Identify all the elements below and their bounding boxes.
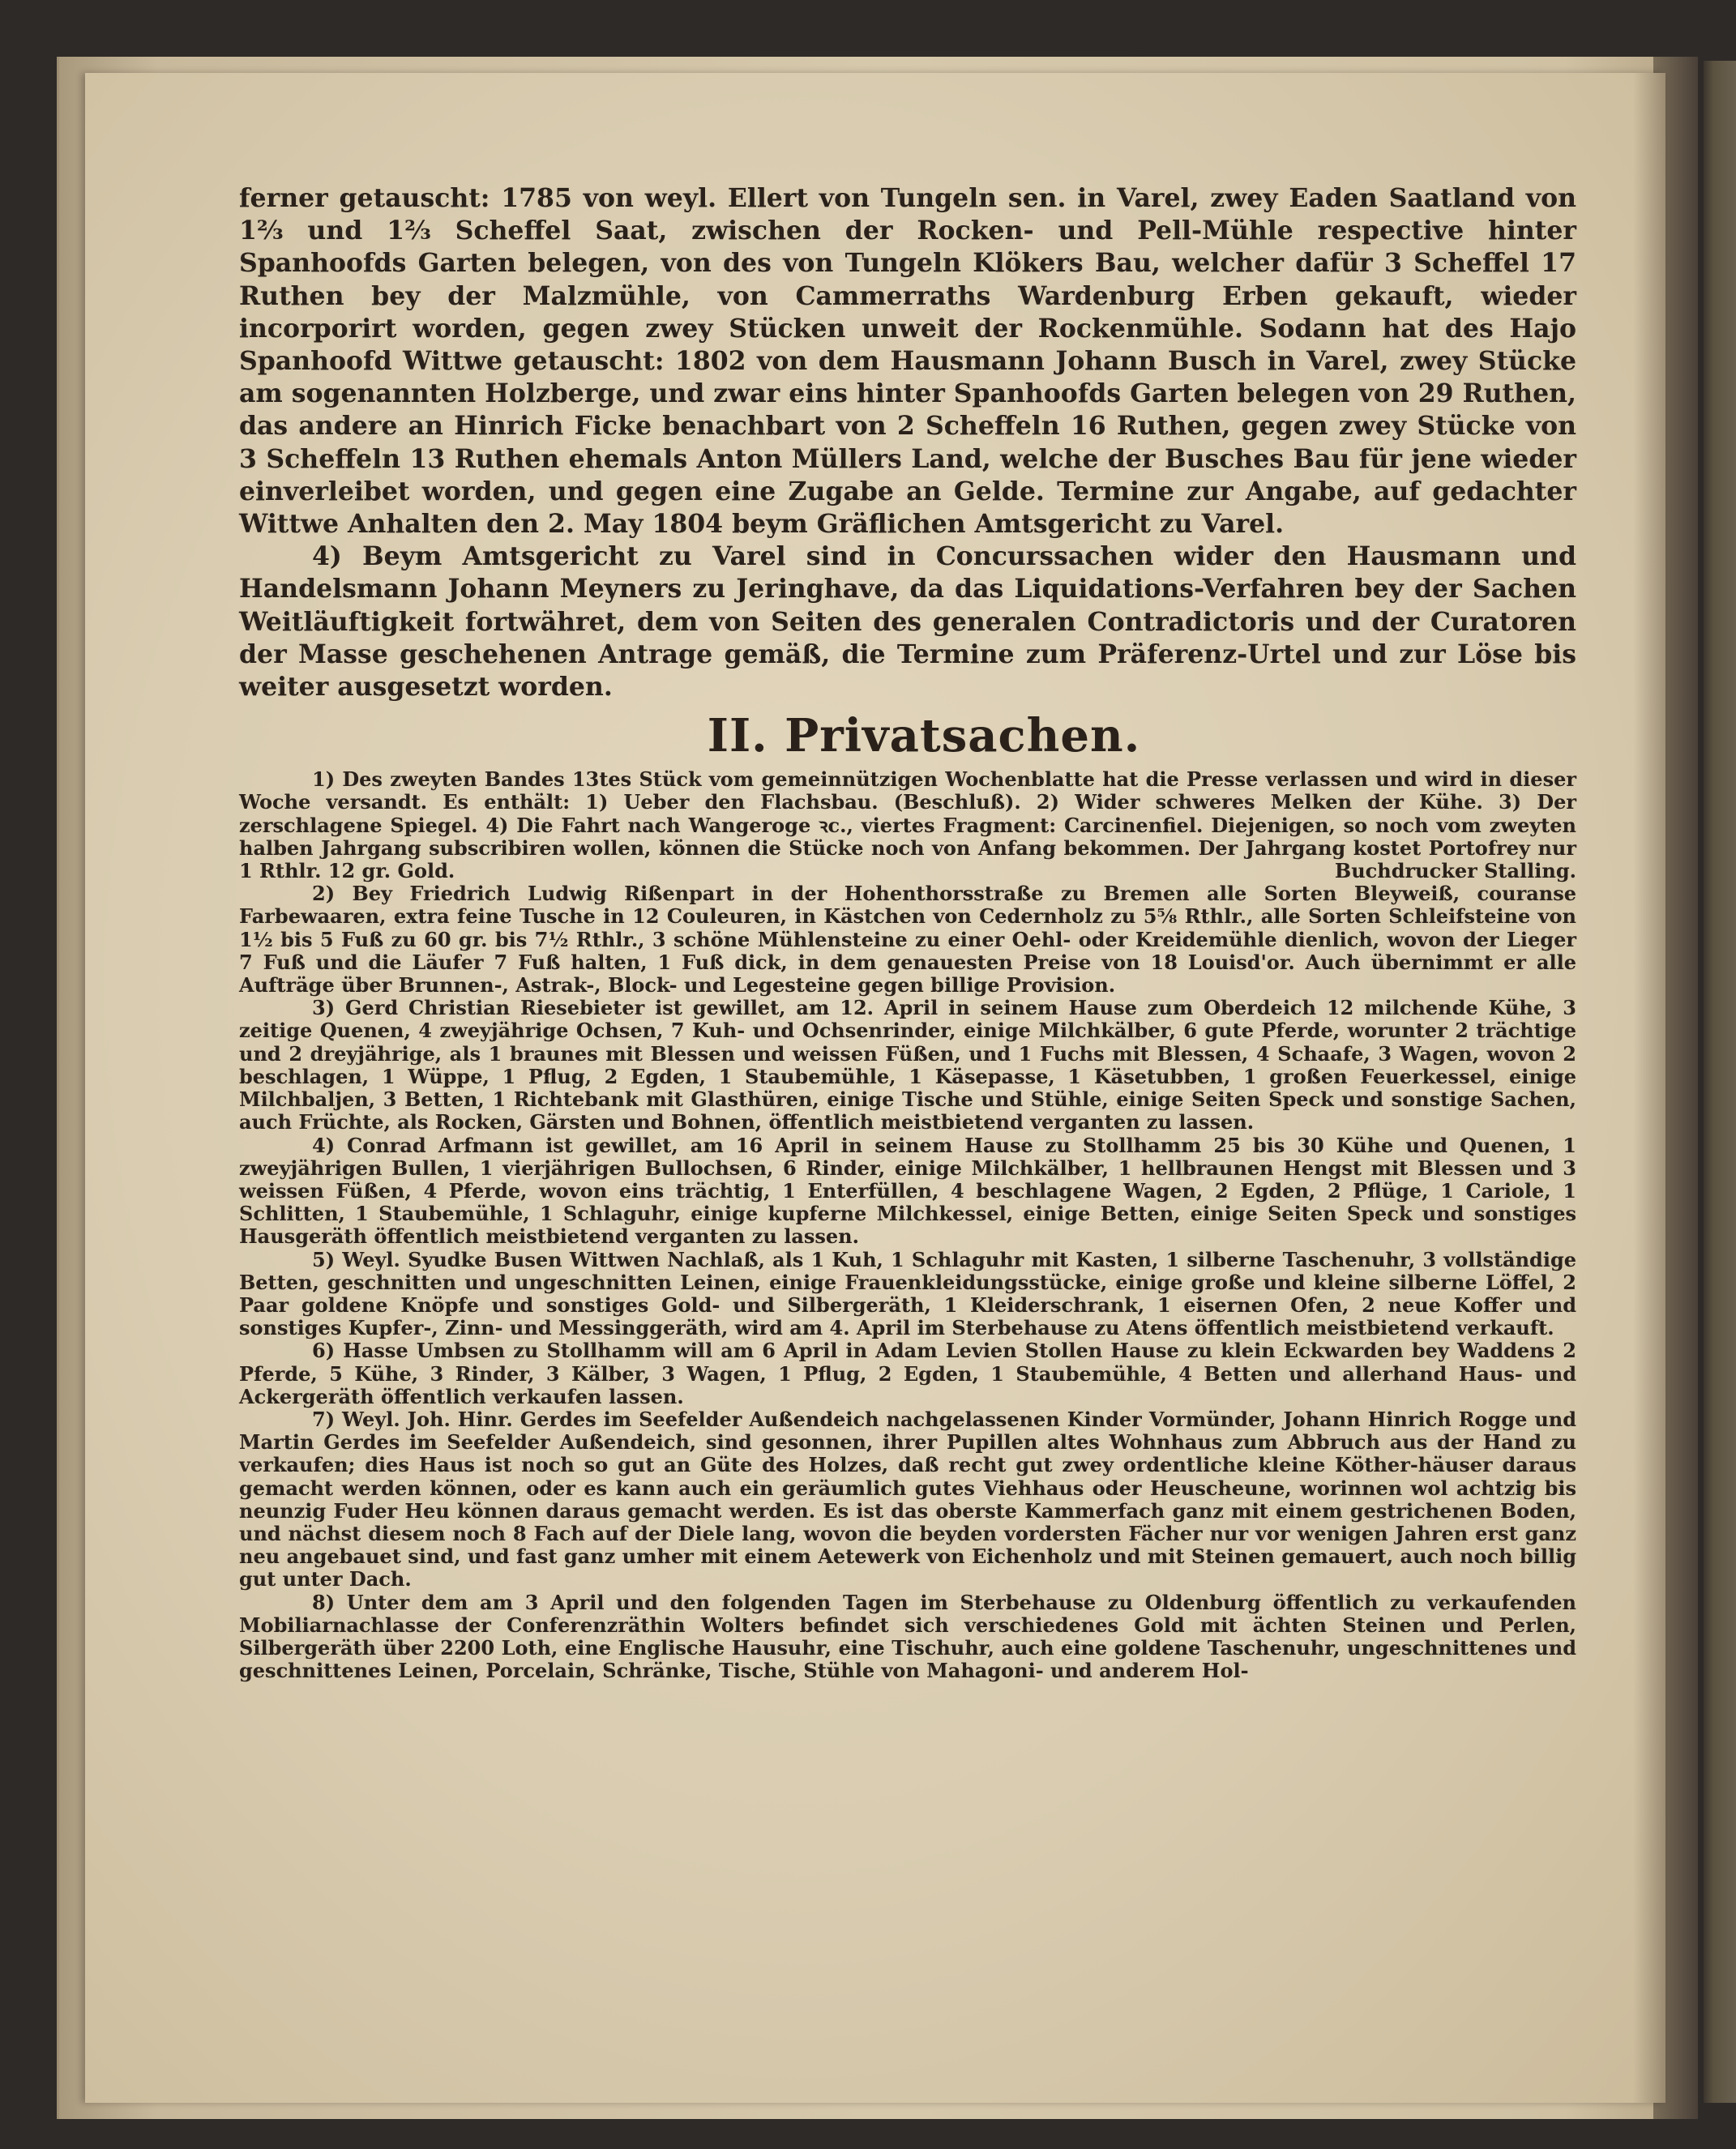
private-item-5: 5) Weyl. Syudke Busen Wittwen Nachlaß, als 1 Kuh, 1 Schlaguhr mit Kasten, 1 silberne Taschenuhr, 3 vollständige Betten, geschnitten und ungeschnitten Leinen, einige Frauenkleidungsstücke, einige große und kleine silberne Löffel, 2 Paar goldene Knöpfe und sonstiges Gold- und Silbergeräth, 1 Kleiderschrank, 1 eisernen Ofen, 2 neue Koffer und sonstiges Kupfer-, Zinn- und Messinggeräth, wird am 4. April im Sterbehause zu Atens öffentlich meistbietend verkauft. <box>239 1247 1576 1340</box>
printer-signature: Buchdrucker Stalling. <box>1334 859 1576 883</box>
private-item-1-text: 1) Des zweyten Bandes 13tes Stück vom gemeinnützigen Wochenblatte hat die Presse verlassen und wird in dieser Woche versandt. Es enthält: 1) Ueber den Flachsbau. (Beschluß). 2) Wider schweres Melken der Kühe. 3) Der zerschlagene Spiegel. 4) Die Fahrt nach Wangeroge ꝛc., viertes Fragment: Carcinenfiel. Diejenigen, so noch vom zweyten halben Jahrgang subscribiren wollen, können die Stücke noch von Anfang bekommen. Der Jahrgang kostet Portofrey nur 1 Rthlr. 12 gr. Gold. <box>239 767 1576 883</box>
section-heading: II. Privatsachen. <box>707 709 1141 763</box>
document-text <box>239 182 1576 1682</box>
private-item-1 <box>239 768 1576 882</box>
private-item-4: 4) Conrad Arfmann ist gewillet, am 16 April in seinem Hause zu Stollhamm 25 bis 30 Kühe und Quenen, 1 zweyjährigen Bullen, 1 vierjährigen Bullochsen, 6 Rinder, einige Milchkälber, 1 hellbraunen Hengst mit Blessen und 3 weissen Füßen, 4 Pferde, wovon eins trächtig, 1 Enterfüllen, 4 beschlagene Wagen, 2 Egden, 2 Pflüge, 1 Cariole, 1 Schlitten, 1 Staubemühle, 1 Schlaguhr, einige kupferne Milchkessel, einige Betten, einige Seiten Speck und sonstiges Hausgeräth öffentlich meistbietend verganten zu lassen. <box>239 1133 1576 1249</box>
next-page-edge <box>1704 61 1736 2103</box>
public-item-4: 4) Beym Amtsgericht zu Varel sind in Concurssachen wider den Hausmann und Handelsmann Johann Meyners zu Jeringhave, da das Liquidations-Verfahren bey der Sachen Weitläuftigkeit fortwähret, dem von Seiten des generalen Contradictoris und der Curatoren der Masse geschehenen Antrage gemäß, die Termine zum Präferenz-Urtel und zur Löse bis weiter ausgesetzt worden. <box>239 541 1576 703</box>
private-item-8: 8) Unter dem am 3 April und den folgenden Tagen im Sterbehause zu Oldenburg öffentlich zu verkaufenden Mobiliarnachlasse der Conferenzräthin Wolters befindet sich verschiedenes Gold mit ächten Steinen und Perlen, Silbergeräth über 2200 Loth, eine Englische Hausuhr, eine Tischuhr, auch eine goldene Taschenuhr, ungeschnittenes und geschnittenes Leinen, Porcelain, Schränke, Tische, Stühle von Mahagoni- und anderem Hol- <box>239 1590 1576 1683</box>
private-item-2: 2) Bey Friedrich Ludwig Rißenpart in der Hohenthorsstraße zu Bremen alle Sorten Bleyweiß, couranse Farbewaaren, extra feine Tusche in 12 Couleuren, in Kästchen von Cedernholz zu 5⅝ Rthlr., alle Sorten Schleifsteine von 1½ bis 5 Fuß zu 60 gr. bis 7½ Rthlr., 3 schöne Mühlensteine zu einer Oehl- oder Kreidemühle dienlich, wovon der Lieger 7 Fuß und die Läufer 7 Fuß halten, 1 Fuß dick, in dem genauesten Preise von 18 Louisd'or. Auch übernimmt er alle Aufträge über Brunnen-, Astrak-, Block- und Legesteine gegen billige Provision. <box>239 882 1576 998</box>
intro-paragraph: ferner getauscht: 1785 von weyl. Ellert von Tungeln sen. in Varel, zwey Eaden Saatland von 1⅔ und 1⅔ Scheffel Saat, zwischen der Rocken- und Pell-Mühle respective hinter Spanhoofds Garten belegen, von des von Tungeln Klökers Bau, welcher dafür 3 Scheffel 17 Ruthen bey der Malzmühle, von Cammerraths Wardenburg Erben gekauft, wieder incorporirt worden, gegen zwey Stücken unweit der Rockenmühle. Sodann hat des Hajo Spanhoofd Wittwe getauscht: 1802 von dem Hausmann Johann Busch in Varel, zwey Stücke am sogenannten Holzberge, und zwar eins hinter Spanhoofds Garten belegen von 29 Ruthen, das andere an Hinrich Ficke benachbart von 2 Scheffeln 16 Ruthen, gegen zwey Stücke von 3 Scheffeln 13 Ruthen ehemals Anton Müllers Land, welche der Busches Bau für jene wieder einverleibet worden, und gegen eine Zugabe an Gelde. Termine zur Angabe, auf gedachter Wittwe Anhalten den 2. May 1804 beym Gräflichen Amtsgericht zu Varel. <box>239 183 1576 540</box>
private-item-7: 7) Weyl. Joh. Hinr. Gerdes im Seefelder Außendeich nachgelassenen Kinder Vormünder, Johann Hinrich Rogge und Martin Gerdes im Seefelder Außendeich, sind gesonnen, ihrer Pupillen altes Wohnhaus zum Abbruch aus der Hand zu verkaufen; dies Haus ist noch so gut an Güte des Holzes, daß recht gut zwey ordentliche kleine Köther-häuser daraus gemacht werden können, oder es kann auch ein geräumlich gutes Viehhaus oder Heuscheune, worinnen wol achtzig bis neunzig Fuder Heu können daraus gemacht werden. Es ist das oberste Kammerfach ganz mit einem gestrichenen Boden, und nächst diesem noch 8 Fach auf der Diele lang, wovon die beyden vordersten Fächer nur vor wenigen Jahren erst ganz neu angebauet sind, und fast ganz umher mit einem Aetewerk von Eichenholz und mit Steinen gemauert, auch noch billig gut unter Dach. <box>239 1407 1576 1591</box>
private-item-6: 6) Hasse Umbsen zu Stollhamm will am 6 April in Adam Levien Stollen Hause zu klein Eckwarden bey Waddens 2 Pferde, 5 Kühe, 3 Rinder, 3 Kälber, 3 Wagen, 1 Pflug, 2 Egden, 1 Staubemühle, 4 Betten und allerhand Haus- und Ackergeräth öffentlich verkaufen lassen. <box>239 1339 1576 1408</box>
private-item-3: 3) Gerd Christian Riesebieter ist gewillet, am 12. April in seinem Hause zum Oberdeich 12 milchende Kühe, 3 zeitige Quenen, 4 zweyjährige Ochsen, 7 Kuh- und Ochsenrinder, einige Milchkälber, 6 gute Pferde, worunter 2 trächtige und 2 dreyjährige, als 1 braunes mit Blessen und weissen Füßen, und 1 Fuchs mit Blessen, 4 Schaafe, 3 Wagen, wovon 2 beschlagen, 1 Wüppe, 1 Pflug, 2 Egden, 1 Staubemühle, 1 Käsepasse, 1 Käsetubben, 1 großen Feuerkessel, einige Milchbaljen, 3 Betten, 1 Richtebank mit Glasthüren, einige Tische und Stühle, einige Seiten Speck und sonstige Sachen, auch Früchte, als Rocken, Gärsten und Bohnen, öffentlich meistbietend verganten zu lassen. <box>239 996 1576 1134</box>
